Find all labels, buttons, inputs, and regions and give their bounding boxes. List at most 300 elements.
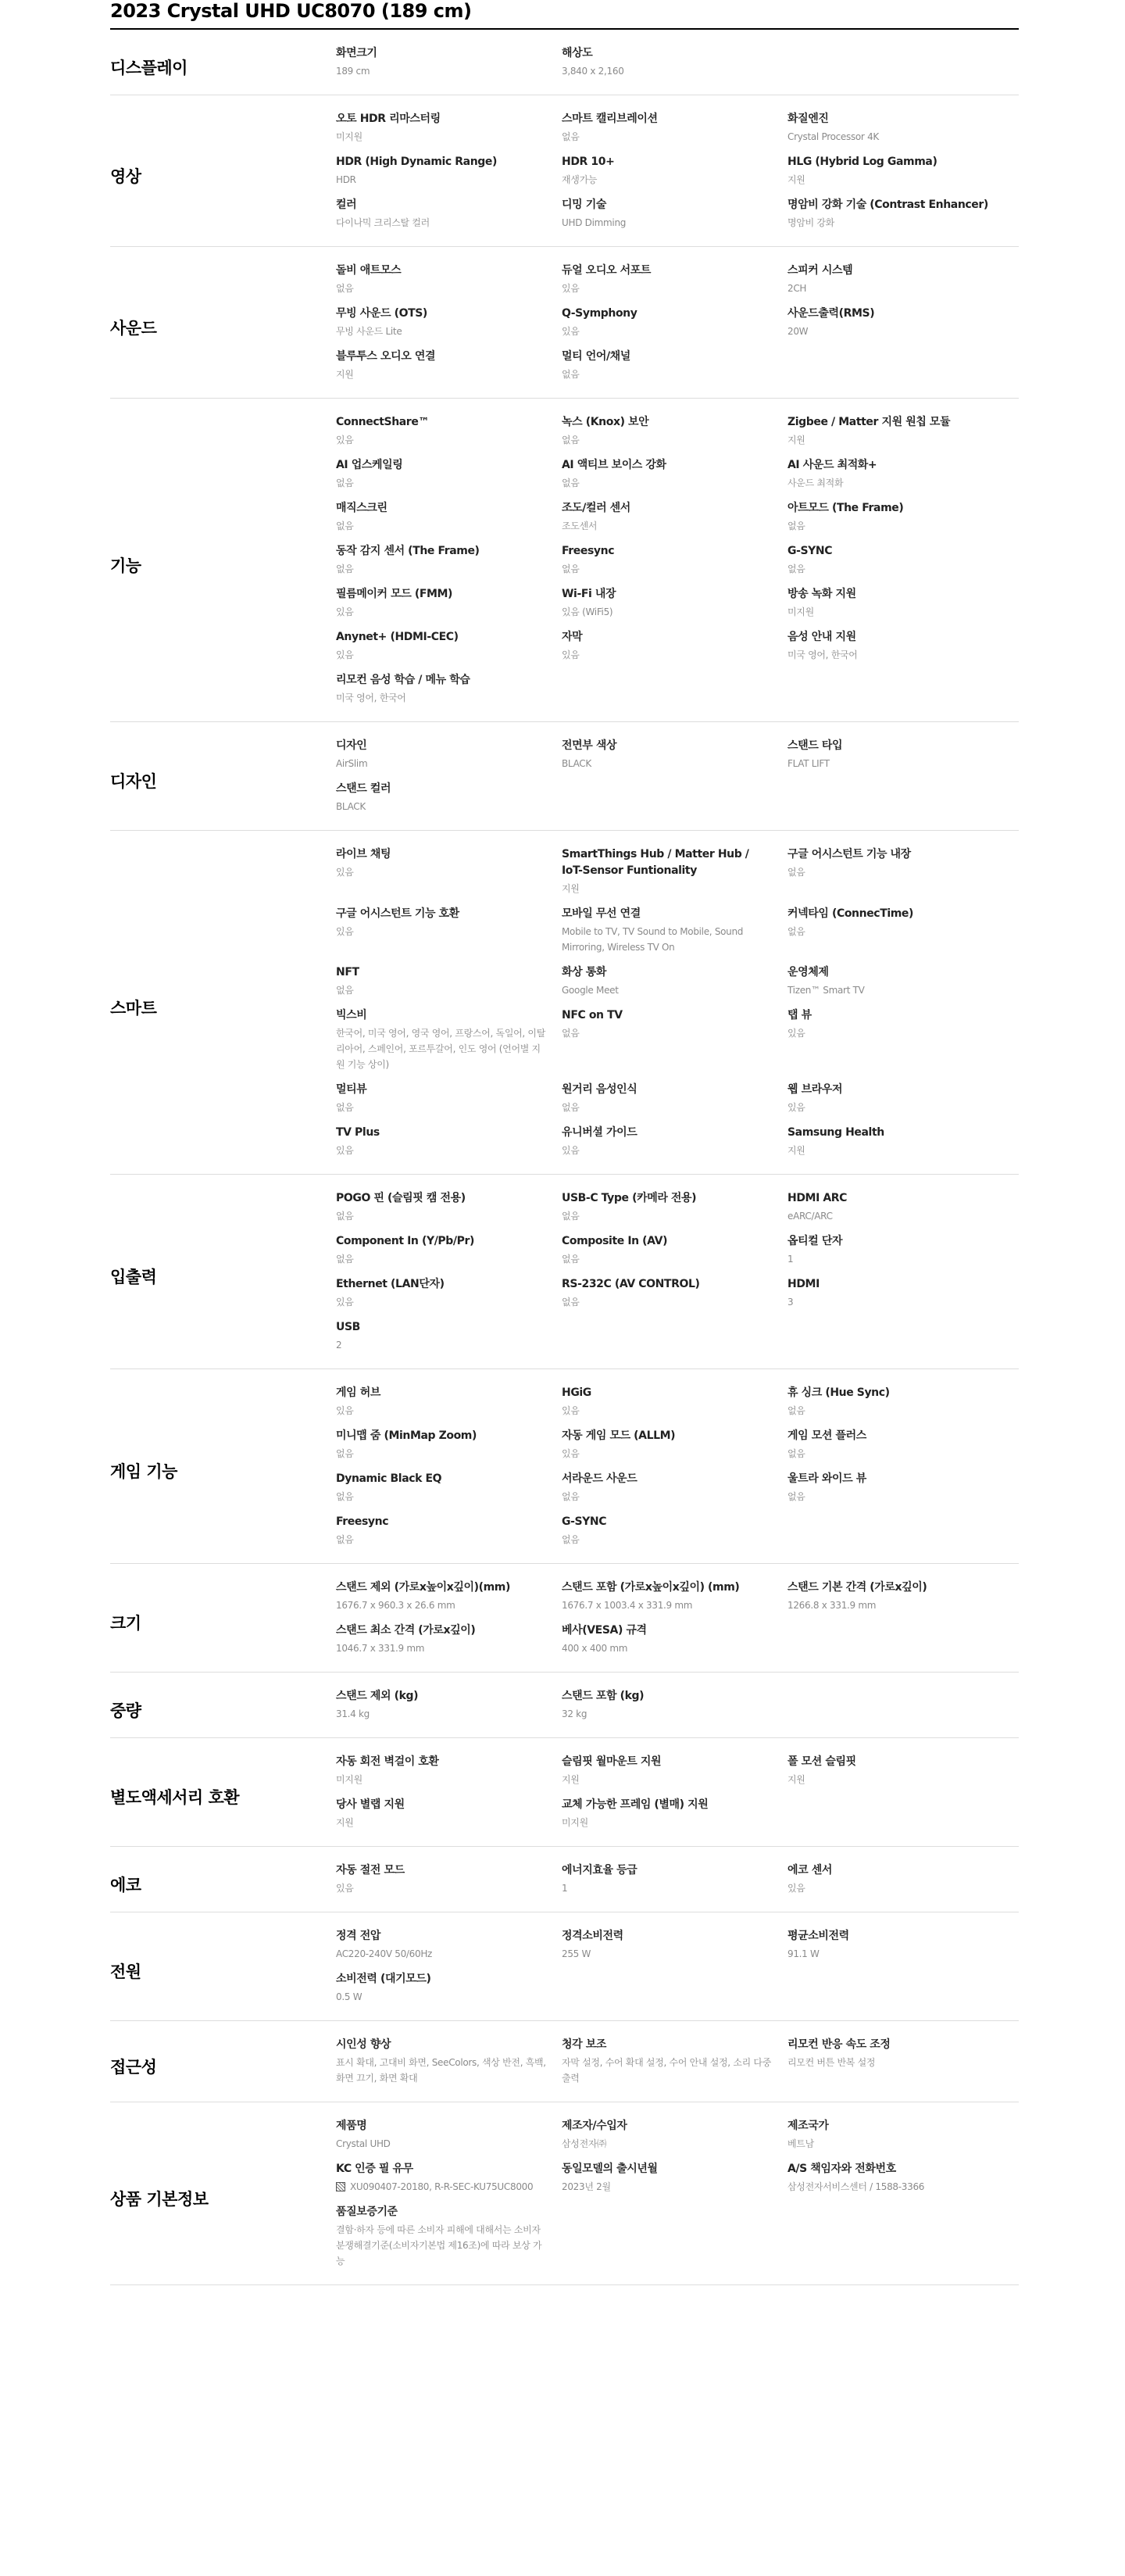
spec-item [336, 1862, 562, 1905]
spec-item [788, 1754, 1019, 1797]
spec-value: 없음 [788, 1448, 805, 1459]
spec-item [562, 2161, 788, 2204]
spec-value: 91.1 W [788, 1948, 820, 1959]
spec-label: 탭 뷰 [788, 1009, 812, 1021]
spec-value: 32 kg [562, 1708, 588, 1719]
spec-item [562, 197, 788, 240]
spec-item [562, 1385, 788, 1428]
spec-label: 당사 별랩 지원 [336, 1798, 405, 1811]
spec-grid [336, 1928, 1019, 2014]
spec-label: 멀티 언어/채널 [562, 350, 630, 363]
spec-label: 돌비 애트모스 [336, 264, 402, 277]
spec-grid [336, 45, 1019, 88]
spec-value: 없음 [788, 926, 805, 937]
spec-item [788, 197, 1019, 240]
spec-label: 에코 센서 [788, 1864, 832, 1877]
spec-item [562, 1797, 788, 1840]
spec-value: 미지원 [788, 606, 814, 617]
spec-value: 1 [562, 1883, 568, 1894]
spec-item [788, 414, 1019, 457]
spec-label: 스탠드 타입 [788, 739, 843, 752]
spec-label: 폴 모션 슬림핏 [788, 1755, 856, 1768]
spec-item [788, 2037, 1019, 2095]
spec-item [336, 306, 562, 349]
spec-label: HGiG [562, 1386, 591, 1399]
spec-value: 있음 [562, 1145, 580, 1156]
spec-value: 255 W [562, 1948, 591, 1959]
spec-value: 없음 [562, 1297, 580, 1308]
spec-value: 삼성전자서비스센터 / 1588-3366 [788, 2181, 925, 2192]
spec-item [562, 2118, 788, 2161]
spec-section [110, 1369, 1019, 1564]
spec-value: eARC/ARC [788, 1211, 833, 1222]
spec-item [788, 1471, 1019, 1514]
spec-value: 있음 [336, 1883, 354, 1894]
spec-value: 미지원 [336, 131, 362, 142]
spec-label: 필름메이커 모드 (FMM) [336, 588, 453, 600]
spec-section [110, 399, 1019, 722]
spec-item [788, 1862, 1019, 1905]
spec-section [110, 1912, 1019, 2021]
spec-grid [336, 846, 1019, 1168]
spec-item [562, 1514, 788, 1557]
spec-label: 명암비 강화 기술 (Contrast Enhancer) [788, 199, 988, 211]
spec-item [562, 964, 788, 1007]
spec-grid [336, 2037, 1019, 2095]
spec-item [788, 738, 1019, 781]
spec-value: 표시 확대, 고대비 화면, SeeColors, 색상 반전, 흑백, 화면 끄기, 화면 확대 [336, 2057, 546, 2084]
spec-label: 품질보증기준 [336, 2206, 398, 2218]
spec-value: 없음 [336, 1491, 354, 1502]
spec-item [562, 306, 788, 349]
spec-value: 2023년 2월 [562, 2181, 611, 2192]
spec-grid [336, 1754, 1019, 1840]
spec-label: G-SYNC [562, 1515, 607, 1528]
spec-section [110, 722, 1019, 831]
spec-section [110, 831, 1019, 1175]
spec-item [336, 197, 562, 240]
section-title: 게임 기능 [110, 1462, 177, 1481]
spec-value: BLACK [562, 758, 591, 769]
spec-label: 스마트 캘리브레이션 [562, 113, 658, 125]
spec-item [336, 2037, 562, 2095]
spec-label: G-SYNC [788, 545, 833, 557]
spec-value: 없음 [562, 1211, 580, 1222]
spec-section [110, 1175, 1019, 1369]
spec-value: 지원 [788, 174, 805, 185]
spec-item [562, 586, 788, 629]
spec-item [336, 1754, 562, 1797]
spec-label: 아트모드 (The Frame) [788, 502, 904, 514]
spec-label: 정격 전압 [336, 1930, 380, 1942]
spec-value: 없음 [562, 131, 580, 142]
spec-label: 자동 회전 벽걸이 호환 [336, 1755, 439, 1768]
spec-value: 1 [788, 1254, 794, 1265]
spec-item [336, 45, 562, 88]
spec-label: Anynet+ (HDMI-CEC) [336, 631, 459, 643]
spec-label: HLG (Hybrid Log Gamma) [788, 156, 938, 168]
spec-item [336, 1514, 562, 1557]
spec-value: 있음 [336, 649, 354, 660]
spec-value: 없음 [336, 985, 354, 996]
spec-item [788, 543, 1019, 586]
kc-certification-icon [336, 2182, 345, 2191]
spec-item [788, 1233, 1019, 1276]
spec-grid [336, 2118, 1019, 2278]
spec-item [336, 1385, 562, 1428]
section-title: 상품 기본정보 [110, 2189, 209, 2209]
spec-page [110, 0, 1019, 2285]
spec-label: 매직스크린 [336, 502, 388, 514]
spec-label: 자동 절전 모드 [336, 1864, 405, 1877]
spec-label: 빅스비 [336, 1009, 367, 1021]
spec-label: 멀티뷰 [336, 1083, 367, 1096]
spec-item [562, 1862, 788, 1905]
spec-item [562, 1428, 788, 1471]
spec-value: 없음 [336, 1102, 354, 1113]
spec-item [336, 1928, 562, 1971]
spec-value: 없음 [336, 521, 354, 531]
section-title: 디자인 [110, 772, 157, 791]
spec-value: 1676.7 x 1003.4 x 331.9 mm [562, 1600, 693, 1611]
spec-label: 서라운드 사운드 [562, 1472, 638, 1485]
spec-value: FLAT LIFT [788, 758, 830, 769]
spec-value: AirSlim [336, 758, 368, 769]
spec-value: 없음 [562, 1491, 580, 1502]
spec-label: 원거리 음성인식 [562, 1083, 638, 1096]
spec-label: 방송 녹화 지원 [788, 588, 856, 600]
spec-label: 녹스 (Knox) 보안 [562, 416, 649, 428]
spec-item [336, 1190, 562, 1233]
spec-value: 조도센서 [562, 521, 598, 531]
spec-value: 없음 [336, 283, 354, 294]
spec-value: AC220-240V 50/60Hz [336, 1948, 433, 1959]
spec-value: 없음 [562, 1534, 580, 1545]
spec-label: 화상 통화 [562, 966, 606, 979]
spec-value: 3 [788, 1297, 794, 1308]
spec-item [562, 457, 788, 500]
spec-label: Q-Symphony [562, 307, 638, 320]
spec-value: 없음 [336, 478, 354, 488]
spec-item [788, 263, 1019, 306]
spec-label: Composite In (AV) [562, 1235, 668, 1247]
spec-grid [336, 263, 1019, 392]
spec-section [110, 1673, 1019, 1738]
spec-label: 제조자/수입자 [562, 2120, 627, 2132]
spec-label: Wi-Fi 내장 [562, 588, 616, 600]
spec-item [562, 1623, 788, 1665]
spec-grid [336, 111, 1019, 240]
spec-value: 없음 [562, 564, 580, 574]
spec-label: 화질엔진 [788, 113, 829, 125]
spec-item [336, 1623, 562, 1665]
spec-item [788, 154, 1019, 197]
spec-item [562, 1082, 788, 1125]
spec-value: 명암비 강화 [788, 217, 834, 228]
spec-item [562, 1580, 788, 1623]
spec-value: 미지원 [336, 1774, 362, 1785]
spec-label: RS-232C (AV CONTROL) [562, 1278, 700, 1290]
spec-label: 디자인 [336, 739, 367, 752]
spec-item [788, 1190, 1019, 1233]
spec-item [336, 2161, 562, 2204]
spec-item [788, 1580, 1019, 1623]
spec-value: 없음 [788, 1491, 805, 1502]
spec-label: Freesync [336, 1515, 389, 1528]
spec-grid [336, 1580, 1019, 1665]
spec-item [562, 1190, 788, 1233]
section-title: 별도액세서리 호환 [110, 1788, 240, 1807]
spec-value: 리모컨 버튼 반복 설정 [788, 2057, 876, 2068]
spec-label: TV Plus [336, 1126, 380, 1139]
spec-label: 해상도 [562, 47, 593, 59]
spec-value: 지원 [788, 1145, 805, 1156]
spec-value: 2 [336, 1340, 342, 1351]
spec-item [788, 906, 1019, 964]
spec-item [336, 1125, 562, 1168]
spec-item [562, 1688, 788, 1731]
spec-label: 자동 게임 모드 (ALLM) [562, 1429, 676, 1442]
spec-section [110, 2102, 1019, 2285]
spec-item [336, 2118, 562, 2161]
spec-item [336, 738, 562, 781]
spec-value: Crystal UHD [336, 2138, 391, 2149]
spec-label: A/S 책임자와 전화번호 [788, 2163, 896, 2175]
spec-value: 있음 [788, 1883, 805, 1894]
spec-label: 블루투스 오디오 연결 [336, 350, 436, 363]
spec-item [336, 672, 562, 715]
spec-label: 스탠드 기본 간격 (가로x깊이) [788, 1581, 927, 1594]
spec-value: 0.5 W [336, 1991, 362, 2002]
spec-value: Mobile to TV, TV Sound to Mobile, Sound Mirroring, Wireless TV On [562, 926, 744, 953]
section-title: 사운드 [110, 318, 157, 338]
spec-value: 없음 [562, 1028, 580, 1039]
spec-label: Ethernet (LAN단자) [336, 1278, 445, 1290]
spec-value: 다이나믹 크리스탈 컬러 [336, 217, 430, 228]
spec-item [336, 1797, 562, 1840]
spec-label: 소비전력 (대기모드) [336, 1973, 431, 1985]
spec-label: 스탠드 컬러 [336, 782, 391, 795]
spec-value: 지원 [562, 1774, 580, 1785]
spec-value: 있음 [336, 435, 354, 445]
spec-label: 무빙 사운드 (OTS) [336, 307, 427, 320]
spec-item [562, 1007, 788, 1082]
spec-value: HDR [336, 174, 356, 185]
spec-item [336, 1007, 562, 1082]
spec-item [336, 906, 562, 964]
spec-item [336, 846, 562, 906]
spec-item [336, 2204, 562, 2278]
spec-value: Tizen™ Smart TV [788, 985, 865, 996]
spec-label: 조도/컬러 센서 [562, 502, 630, 514]
spec-value: 없음 [562, 1254, 580, 1265]
spec-item [562, 154, 788, 197]
spec-label: Component In (Y/Pb/Pr) [336, 1235, 474, 1247]
spec-value: 지원 [788, 1774, 805, 1785]
spec-label: 스탠드 포함 (가로x높이x깊이) (mm) [562, 1581, 740, 1594]
spec-item [336, 964, 562, 1007]
spec-item [336, 1428, 562, 1471]
spec-item [336, 1971, 562, 2014]
spec-section [110, 30, 1019, 95]
spec-label: HDMI ARC [788, 1192, 848, 1204]
spec-item [562, 414, 788, 457]
spec-label: SmartThings Hub / Matter Hub / IoT-Sensor Funtionality [562, 848, 749, 877]
spec-item [562, 846, 788, 906]
spec-label: 리모컨 음성 학습 / 메뉴 학습 [336, 674, 470, 686]
spec-label: 운영체제 [788, 966, 829, 979]
spec-label: USB [336, 1321, 360, 1333]
section-title: 전원 [110, 1962, 141, 1981]
spec-value: 베트남 [788, 2138, 814, 2149]
spec-value: 없음 [336, 1534, 354, 1545]
spec-item [788, 1385, 1019, 1428]
spec-label: NFC on TV [562, 1009, 623, 1021]
spec-label: 사운드출력(RMS) [788, 307, 875, 320]
spec-label: Zigbee / Matter 지원 원칩 모듈 [788, 416, 951, 428]
spec-label: KC 인증 필 유무 [336, 2163, 413, 2175]
spec-value: 있음 [336, 1145, 354, 1156]
spec-label: 교체 가능한 프레임 (별매) 지원 [562, 1798, 709, 1811]
spec-value: 없음 [336, 1448, 354, 1459]
spec-label: 시인성 향상 [336, 2038, 391, 2051]
spec-label: USB-C Type (카메라 전용) [562, 1192, 697, 1204]
spec-section [110, 95, 1019, 247]
spec-item [336, 1580, 562, 1623]
spec-label: AI 액티브 보이스 강화 [562, 459, 666, 471]
spec-value: 1676.7 x 960.3 x 26.6 mm [336, 1600, 455, 1611]
spec-value: 미지원 [562, 1817, 588, 1828]
spec-label: 스탠드 제외 (가로x높이x깊이)(mm) [336, 1581, 510, 1594]
spec-label: 음성 안내 지원 [788, 631, 856, 643]
spec-item [562, 263, 788, 306]
spec-label: 모바일 무선 연결 [562, 907, 641, 920]
spec-item [562, 349, 788, 392]
spec-value: 미국 영어, 한국어 [788, 649, 858, 660]
spec-value: 재생가능 [562, 174, 598, 185]
spec-label: POGO 핀 (슬림핏 캠 전용) [336, 1192, 466, 1204]
spec-value: 있음 [788, 1102, 805, 1113]
spec-section [110, 1847, 1019, 1912]
spec-item [788, 1276, 1019, 1319]
spec-label: 게임 허브 [336, 1386, 380, 1399]
spec-label: 스탠드 최소 간격 (가로x깊이) [336, 1624, 476, 1637]
spec-value: 미국 영어, 한국어 [336, 692, 406, 703]
spec-list [110, 30, 1019, 2285]
spec-label: 게임 모션 플러스 [788, 1429, 866, 1442]
spec-value: 지원 [562, 883, 580, 894]
spec-label: 옵티컬 단자 [788, 1235, 843, 1247]
spec-item [336, 500, 562, 543]
spec-label: 베사(VESA) 규격 [562, 1624, 647, 1637]
spec-item [336, 263, 562, 306]
spec-grid [336, 1688, 1019, 1731]
spec-item [562, 2037, 788, 2095]
spec-label: 디밍 기술 [562, 199, 606, 211]
spec-value: 지원 [336, 1817, 354, 1828]
spec-value: 한국어, 미국 영어, 영국 영어, 프랑스어, 독일어, 이탈리아어, 스페인어, 포르투갈어, 인도 영어 (언어별 지원 기능 상이) [336, 1028, 546, 1070]
spec-item [788, 500, 1019, 543]
spec-label: 슬림핏 월마운트 지원 [562, 1755, 662, 1768]
spec-label: AI 사운드 최적화+ [788, 459, 877, 471]
spec-item [788, 1125, 1019, 1168]
spec-value: 있음 [562, 326, 580, 337]
spec-value: 없음 [562, 435, 580, 445]
spec-label: 제조국가 [788, 2120, 829, 2132]
spec-item [562, 906, 788, 964]
spec-grid [336, 1190, 1019, 1362]
spec-item [788, 2161, 1019, 2204]
spec-label: 구글 어시스턴트 기능 호환 [336, 907, 459, 920]
spec-label: 유니버셜 가이드 [562, 1126, 638, 1139]
section-title: 영상 [110, 166, 141, 186]
spec-value: 사운드 최적화 [788, 478, 844, 488]
spec-item [788, 964, 1019, 1007]
section-title: 스마트 [110, 998, 157, 1018]
spec-item [788, 586, 1019, 629]
spec-value: 1266.8 x 331.9 mm [788, 1600, 877, 1611]
spec-value: 없음 [562, 369, 580, 380]
spec-item [788, 111, 1019, 154]
spec-item [788, 306, 1019, 349]
spec-value: 있음 [562, 649, 580, 660]
spec-grid [336, 1862, 1019, 1905]
spec-label: AI 업스케일링 [336, 459, 403, 471]
spec-label: Freesync [562, 545, 615, 557]
spec-item [788, 1928, 1019, 1971]
spec-label: Dynamic Black EQ [336, 1472, 442, 1485]
spec-value: 무빙 사운드 Lite [336, 326, 402, 337]
spec-value: 없음 [788, 1405, 805, 1416]
spec-value: 있음 [336, 1297, 354, 1308]
spec-item [788, 629, 1019, 672]
spec-label: 울트라 와이드 뷰 [788, 1472, 866, 1485]
spec-item [336, 781, 562, 824]
spec-section [110, 247, 1019, 399]
spec-label: 듀얼 오디오 서포트 [562, 264, 651, 277]
spec-value: 삼성전자㈜ [562, 2138, 606, 2149]
spec-item [336, 629, 562, 672]
spec-item [788, 1082, 1019, 1125]
section-title: 기능 [110, 556, 141, 575]
spec-item [336, 1319, 562, 1362]
section-title: 디스플레이 [110, 58, 188, 77]
spec-value-text: XU090407-20180, R-R-SEC-KU75UC8000 [350, 2181, 534, 2192]
spec-item [788, 457, 1019, 500]
spec-value: 없음 [788, 564, 805, 574]
spec-value: 없음 [336, 1211, 354, 1222]
section-title: 입출력 [110, 1268, 157, 1286]
spec-value: 1046.7 x 331.9 mm [336, 1643, 425, 1654]
spec-label: 구글 어시스턴트 기능 내장 [788, 848, 911, 860]
spec-value: 지원 [336, 369, 354, 380]
spec-label: 커넥타임 (ConnecTime) [788, 907, 914, 920]
spec-value: 없음 [562, 1102, 580, 1113]
spec-item [336, 414, 562, 457]
section-title: 크기 [110, 1614, 141, 1633]
spec-value: 있음 [336, 926, 354, 937]
spec-item [562, 738, 788, 781]
spec-item [788, 1428, 1019, 1471]
spec-label: NFT [336, 966, 359, 979]
spec-item [562, 111, 788, 154]
section-title: 접근성 [110, 2057, 157, 2077]
spec-item [336, 586, 562, 629]
spec-value [336, 2179, 546, 2195]
spec-item [336, 111, 562, 154]
spec-value: 있음 [336, 606, 354, 617]
spec-item [562, 543, 788, 586]
